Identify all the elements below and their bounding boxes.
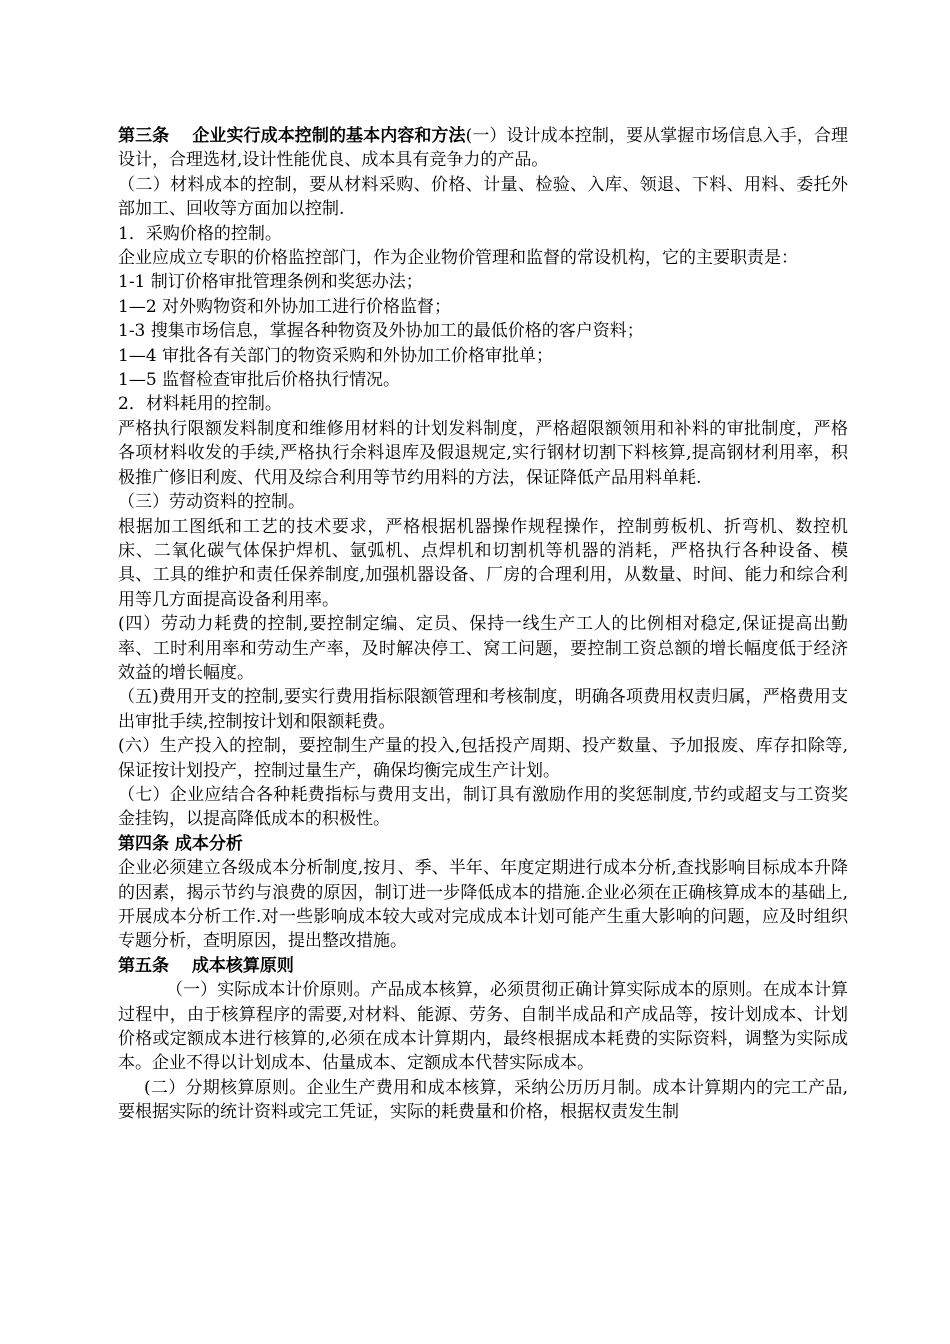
article3-expense-control: （五)费用开支的控制,要实行费用指标限额管理和考核制度，明确各项费用权责归属，严格费用支出审批手续,控制按计划和限额耗费。 bbox=[118, 687, 848, 732]
article5-heading: 第五条 成本核算原则 bbox=[118, 955, 294, 976]
article3-labor-cost: (四）劳动力耗费的控制,要控制定编、定员、保持一线生产工人的比例相对稳定,保证提高出勤率、工时利用率和劳动生产率，及时解决停工、窝工问题，要控制工资总额的增长幅度低于经济效益的增长幅度。 bbox=[118, 614, 848, 683]
article3-item-1-5: 1—5 监督检查审批后价格执行情况。 bbox=[118, 370, 401, 391]
article3-labor-material-text: 根据加工图纸和工艺的技术要求，严格根据机器操作规程操作，控制剪板机、折弯机、数控机床、二氧化碳气体保护焊机、氩弧机、点焊机和切割机等机器的消耗，严格执行各种设备、模具、工具的维护和责任保养制度,加强机器设备、厂房的合理利用，从数量、时间、能力和综合利用等几方面提高设备利用率。 bbox=[118, 516, 848, 610]
document-page bbox=[118, 124, 848, 1125]
article3-heading: 第三条 企业实行成本控制的基本内容和方法 bbox=[118, 126, 466, 146]
article3-incentive: （七）企业应结合各种耗费指标与费用支出，制订具有激励作用的奖惩制度,节约或超支与工资奖金挂钩，以提高降低成本的积极性。 bbox=[118, 784, 848, 830]
article3-item-1-4: 1—4 审批各有关部门的物资采购和外协加工价格审批单； bbox=[118, 345, 554, 366]
article4-heading: 第四条 成本分析 bbox=[118, 833, 243, 854]
article3-production-input: (六）生产投入的控制，要控制生产量的投入,包括投产周期、投产数量、予加报废、库存扣除等,保证按计划投产，控制过量生产，确保均衡完成生产计划。 bbox=[118, 736, 848, 781]
article3-material-usage-title: 2．材料耗用的控制。 bbox=[118, 394, 282, 415]
article3-item-1-1: 1-1 制订价格审批管理条例和奖惩办法； bbox=[118, 272, 423, 293]
article5-period-accounting: (二）分期核算原则。企业生产费用和成本核算，采纳公历历月制。成本计算期内的完工产品,要根据实际的统计资料或完工凭证，实际的耗费量和价格，根据权责发生制 bbox=[118, 1077, 848, 1123]
article3-price-dept: 企业应成立专职的价格监控部门，作为企业物价管理和监督的常设机构，它的主要职责是： bbox=[118, 248, 798, 269]
article3-first-paragraph bbox=[118, 124, 848, 173]
article3-purchase-price-title: 1．采购价格的控制。 bbox=[118, 223, 282, 244]
article3-material-usage-text: 严格执行限额发料制度和维修用材料的计划发料制度，严格超限额领用和补料的审批制度，严格各项材料收发的手续,严格执行余料退库及假退规定,实行钢材切割下料核算,提高钢材利用率，积极推广修旧利废、代用及综合利用等节约用料的方法，保证降低产品用料单耗. bbox=[118, 418, 848, 488]
article3-item-1-2: 1—2 对外购物资和外协加工进行价格监督； bbox=[118, 296, 452, 317]
article3-labor-material-title: （三）劳动资料的控制。 bbox=[118, 492, 305, 513]
article5-actual-cost: （一）实际成本计价原则。产品成本核算，必须贯彻正确计算实际成本的原则。在成本计算过程中，由于核算程序的需要,对材料、能源、劳务、自制半成品和产成品等，按计划成本、计划价格或定额成本进行核算的,必须在成本计算期内，最终根据成本耗费的实际资料，调整为实际成本。企业不得以计划成本、估量成本、定额成本代替实际成本。 bbox=[118, 980, 848, 1074]
article3-material-cost: （二）材料成本的控制，要从材料采购、价格、计量、检验、入库、领退、下料、用料、委托外部加工、回收等方面加以控制. bbox=[118, 174, 848, 220]
article4-text: 企业必须建立各级成本分析制度,按月、季、半年、年度定期进行成本分析,查找影响目标成本升降的因素，揭示节约与浪费的原因，制订进一步降低成本的措施.企业必须在正确核算成本的基础上,开展成本分析工作.对一些影响成本较大或对完成成本计划可能产生重大影响的问题，应及时组织专题分析，查明原因，提出整改措施。 bbox=[118, 858, 848, 952]
article3-design-cost-text: (一）设计成本控制，要从掌握市场信息入手，合理设计，合理选材,设计性能优良、成本具有竞争力的产品。 bbox=[118, 126, 848, 171]
article3-item-1-3: 1-3 搜集市场信息，掌握各种物资及外协加工的最低价格的客户资料； bbox=[118, 321, 644, 342]
